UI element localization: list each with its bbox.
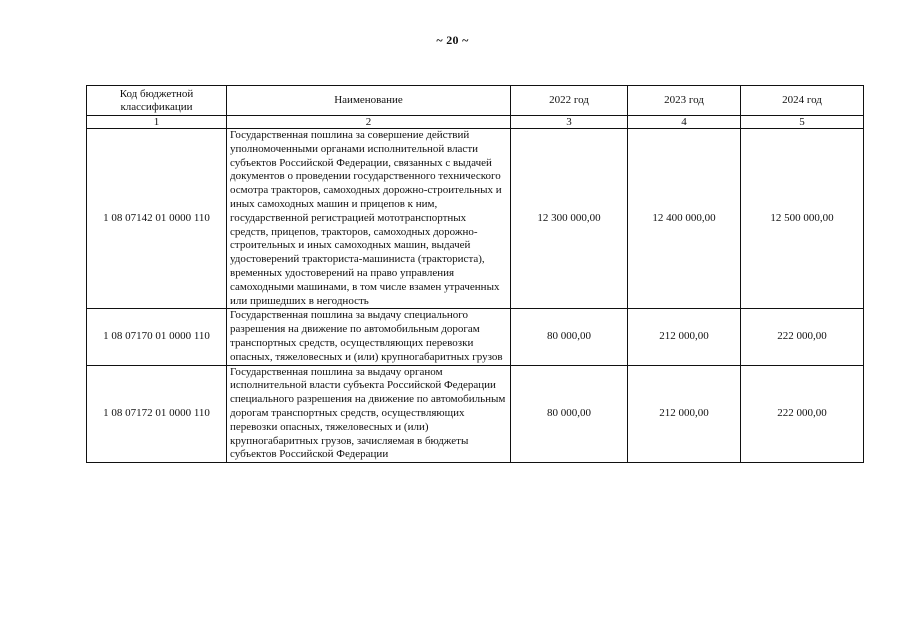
header-code: Код бюджетной классификации [87,86,227,116]
budget-code-cell: 1 08 07142 01 0000 110 [87,129,227,309]
page-number: ~ 20 ~ [436,33,469,47]
description-cell: Государственная пошлина за выдачу специального разрешения на движение по автомобильным дорогам транспортных средств, осуществляющих перевозки опасных, тяжеловесных и (или) крупногабаритных грузов [227,309,511,365]
amount-2022-cell: 12 300 000,00 [511,129,628,309]
amount-2024-cell: 222 000,00 [741,365,864,463]
amount-2022-cell: 80 000,00 [511,365,628,463]
amount-2023-cell: 12 400 000,00 [628,129,741,309]
description-cell: Государственная пошлина за совершение действий уполномоченными органами исполнительной власти субъектов Российской Федерации, связанных с выдачей документов о проведении государственного технического осмотра тракторов, самоходных дорожно-строительных и иных самоходных машин и прицепов к ним, государственной регистрацией мототранспортных средств, прицепов, тракторов, самоходных дорожно-строительных и иных самоходных машин, выдачей удостоверений тракториста-машиниста (тракториста), временных удостоверений на право управления самоходными машинами, в том числе взамен утраченных или пришедших в негодность [227,129,511,309]
budget-code-cell: 1 08 07172 01 0000 110 [87,365,227,463]
budget-code-cell: 1 08 07170 01 0000 110 [87,309,227,365]
column-number: 2 [227,116,511,129]
amount-2024-cell: 12 500 000,00 [741,129,864,309]
header-2022: 2022 год [511,86,628,116]
amount-2022-cell: 80 000,00 [511,309,628,365]
column-number: 3 [511,116,628,129]
header-2024: 2024 год [741,86,864,116]
amount-2024-cell: 222 000,00 [741,309,864,365]
table-row [87,365,864,463]
table-header-row [87,86,864,116]
table-row [87,129,864,309]
budget-revenue-table [86,85,864,463]
column-number: 4 [628,116,741,129]
amount-2023-cell: 212 000,00 [628,309,741,365]
amount-2023-cell: 212 000,00 [628,365,741,463]
column-number-row [87,116,864,129]
table-row [87,309,864,365]
header-2023: 2023 год [628,86,741,116]
column-number: 5 [741,116,864,129]
description-cell: Государственная пошлина за выдачу органом исполнительной власти субъекта Российской Федерации специального разрешения на движение по автомобильным дорогам транспортных средств, осуществляющих перевозки опасных, тяжеловесных и (или) крупногабаритных грузов, зачисляемая в бюджеты субъектов Российской Федерации [227,365,511,463]
column-number: 1 [87,116,227,129]
header-name: Наименование [227,86,511,116]
